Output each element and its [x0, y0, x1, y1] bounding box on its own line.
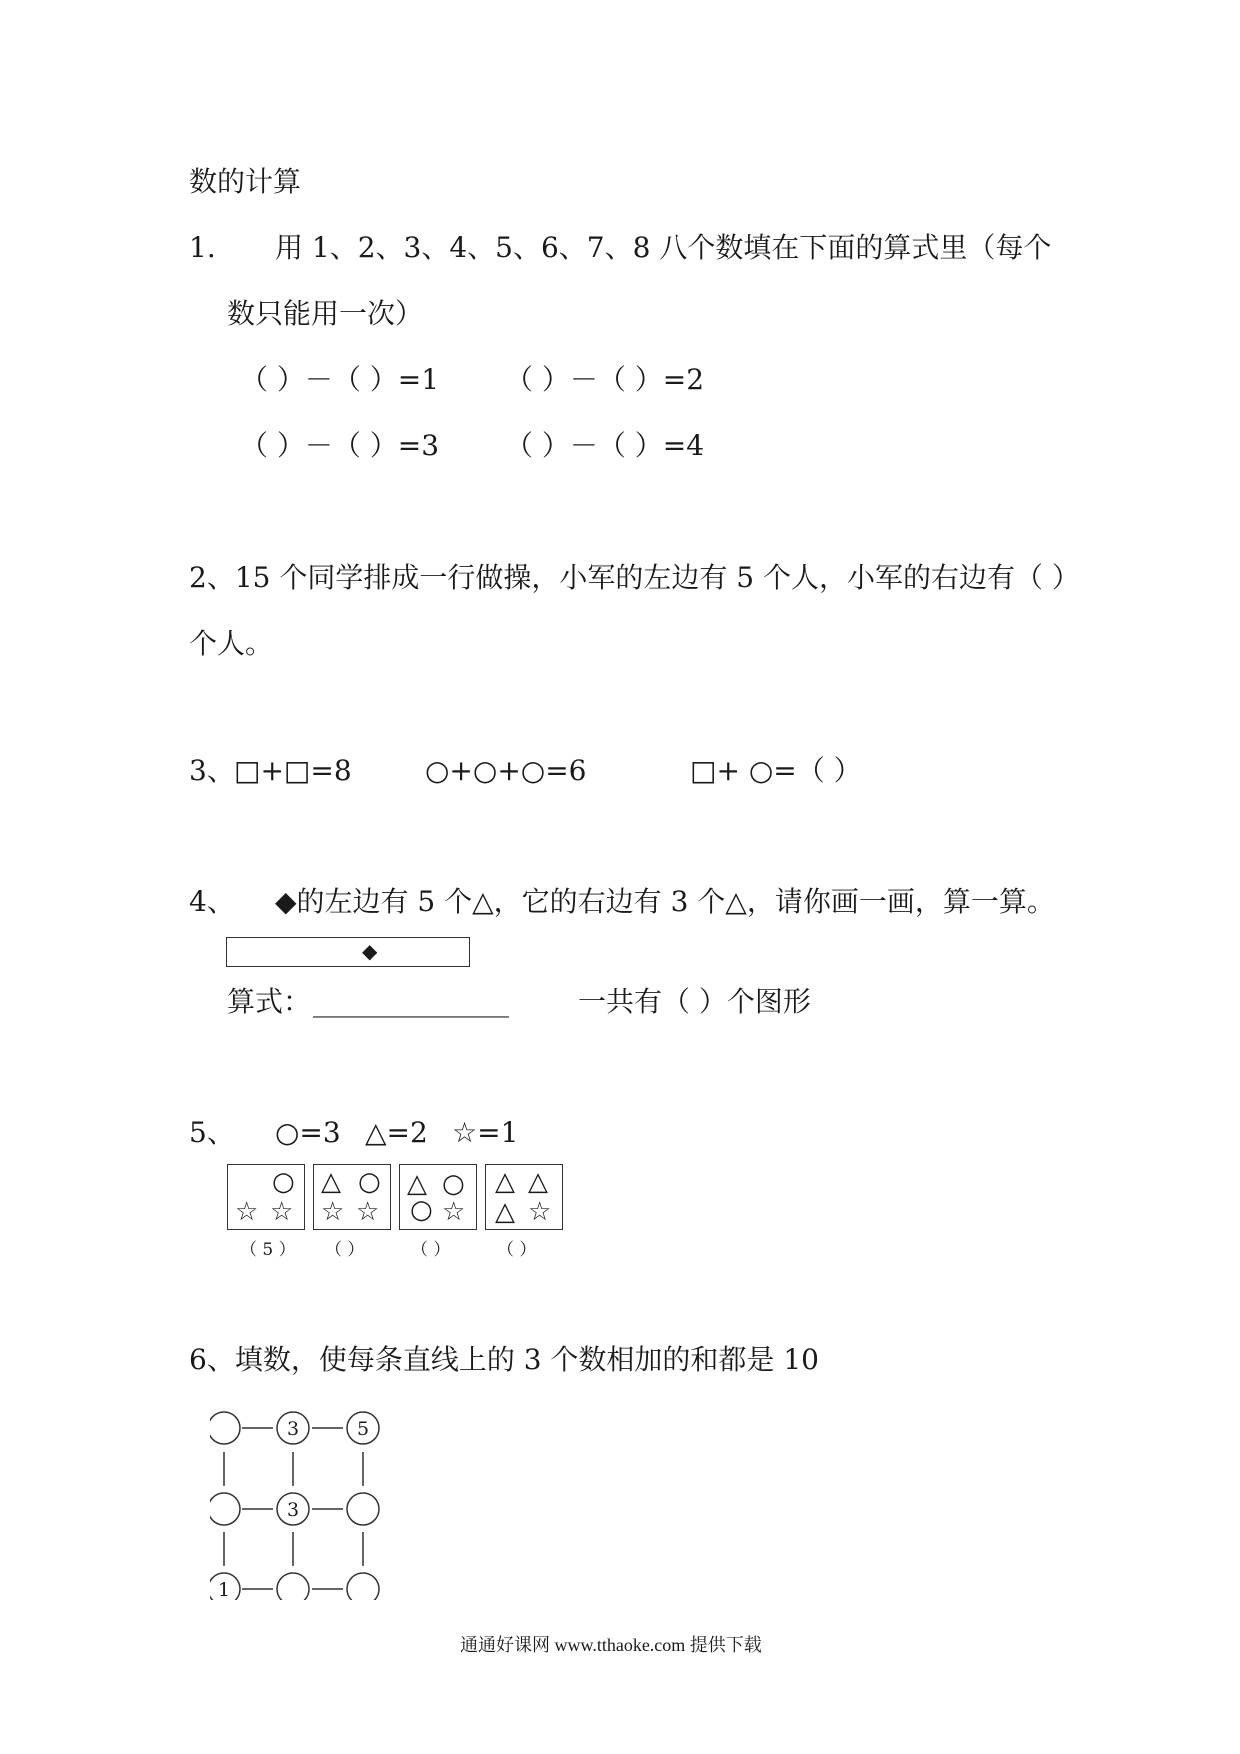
page-title: 数的计算 [189, 165, 302, 198]
diamond-icon: ◆ [362, 939, 378, 963]
q5-box-1 [227, 1164, 305, 1230]
star-icon: ☆ [270, 1197, 294, 1227]
q5-answer-1[interactable]: （ 5 ） [240, 1240, 296, 1260]
q3-equation-1: □+□=8 [234, 754, 352, 787]
q4-drawing-strip[interactable] [226, 937, 470, 967]
q5-legend-triangle: △=2 [365, 1116, 428, 1149]
q5-box-4 [485, 1164, 563, 1230]
circle-icon: ○ [410, 1195, 433, 1225]
triangle-icon: △ [495, 1197, 515, 1227]
grid-value: 5 [356, 1418, 370, 1440]
q4-total-text: 一共有（ ）个图形 [578, 985, 811, 1018]
grid-circle[interactable] [277, 1573, 309, 1600]
q1-equation-3: （ ）－（ ）=3 [240, 429, 440, 462]
q5-answer-3[interactable]: （ ） [411, 1240, 451, 1260]
grid-value: 1 [217, 1579, 231, 1600]
q1-text-line1: 用 1、2、3、4、5、6、7、8 八个数填在下面的算式里（每个 [275, 231, 1052, 264]
star-icon: ☆ [321, 1197, 345, 1227]
q6-text: 6、填数，使每条直线上的 3 个数相加的和都是 10 [189, 1343, 819, 1376]
star-icon: ☆ [528, 1197, 552, 1227]
q1-equation-4: （ ）－（ ）=4 [505, 429, 705, 462]
q1-equation-1: （ ）－（ ）=1 [240, 363, 440, 396]
q5-legend-star: ☆=1 [452, 1116, 519, 1149]
grid-circle[interactable] [347, 1573, 379, 1600]
q3-equation-3: □+ ○=（ ） [690, 754, 862, 787]
q3-equation-2: ○+○+○=6 [425, 754, 587, 787]
star-icon: ☆ [442, 1197, 466, 1227]
triangle-icon: △ [495, 1167, 515, 1197]
triangle-icon: △ [321, 1167, 341, 1197]
q3-number: 3、 [189, 754, 235, 787]
q2-text-line2: 个人。 [189, 627, 274, 660]
circle-icon: ○ [358, 1167, 381, 1197]
grid-circle[interactable] [347, 1493, 379, 1525]
grid-circle[interactable] [210, 1412, 240, 1444]
star-icon: ☆ [356, 1197, 380, 1227]
q1-number: 1. [189, 231, 216, 264]
q2-text-line1: 2、15 个同学排成一行做操，小军的左边有 5 个人，小军的右边有（ ） [189, 561, 1080, 594]
q5-box-3 [399, 1164, 477, 1230]
circle-icon: ○ [272, 1167, 295, 1197]
footer-text: 通通好课网 www.tthaoke.com 提供下载 [460, 1635, 762, 1655]
q1-text-line2: 数只能用一次） [227, 297, 424, 330]
q4-number: 4、 [189, 885, 235, 918]
triangle-icon: △ [528, 1167, 548, 1197]
grid-circle[interactable] [210, 1493, 240, 1525]
q4-formula-blank[interactable]: ______________ [313, 985, 509, 1018]
q1-equation-2: （ ）－（ ）=2 [505, 363, 705, 396]
q5-legend-circle: ○=3 [275, 1116, 341, 1149]
star-icon: ☆ [235, 1197, 259, 1227]
q5-number: 5、 [189, 1116, 235, 1149]
q6-number-grid [210, 1400, 410, 1600]
q4-formula-label: 算式： [227, 985, 312, 1018]
circle-icon: ○ [442, 1169, 465, 1199]
triangle-icon: △ [407, 1169, 427, 1199]
grid-value: 3 [286, 1499, 300, 1521]
q5-answer-4[interactable]: （ ） [497, 1240, 537, 1260]
q5-box-2 [313, 1164, 391, 1230]
q4-text: ◆的左边有 5 个△，它的右边有 3 个△，请你画一画，算一算。 [275, 885, 1055, 918]
grid-value: 3 [286, 1418, 300, 1440]
q5-answer-2[interactable]: （ ） [325, 1240, 365, 1260]
